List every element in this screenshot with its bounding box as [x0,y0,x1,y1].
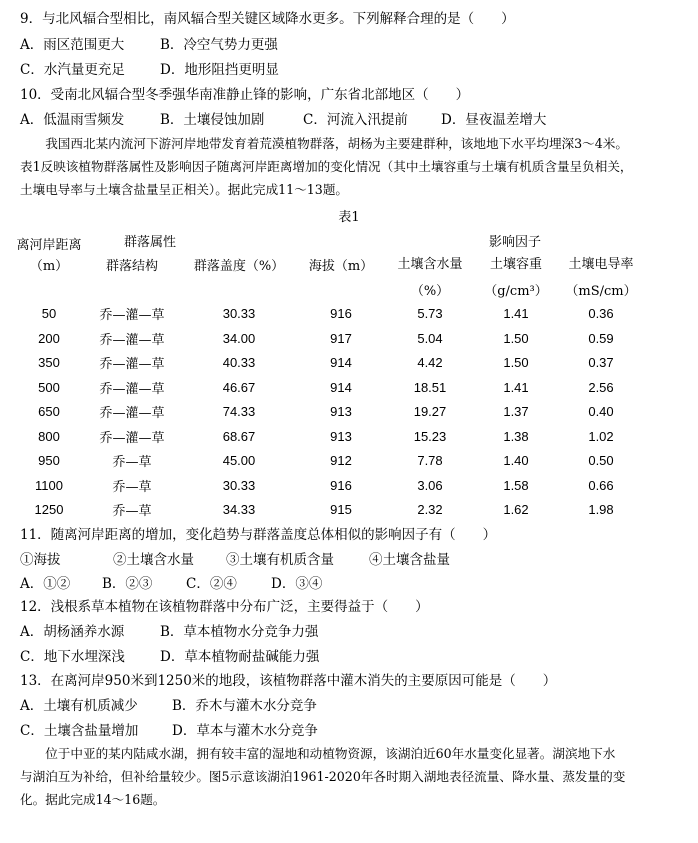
q9-stem: 9．与北风辐合型相比，南风辐合型关键区域降水更多。下列解释合理的是（ ） [20,11,515,27]
q11-option-c: C．②④ [186,576,237,592]
cell-structure: 乔—灌—草 [99,430,165,446]
cell-structure: 乔—灌—草 [99,381,165,397]
cell-conductivity: 0.66 [588,477,614,493]
cell-altitude: 917 [330,330,352,346]
table-row [14,375,646,400]
table-body [14,302,646,523]
q12-stem: 12．浅根系草本植物在该植物群落中分布广泛，主要得益于（ ） [20,599,429,615]
header-density: 土壤容重 [489,256,542,272]
header-conductivity-unit: （mS/cm） [565,283,637,299]
passage-2-line-3: 化。据此完成14～16题。 [20,792,166,807]
cell-density: 1.50 [503,330,529,346]
cell-altitude: 916 [330,477,352,493]
q9-option-a: A．雨区范围更大 [20,37,125,53]
q12-option-d: D．草本植物耐盐碱能力强 [160,649,320,665]
cell-coverage: 40.33 [222,355,256,371]
table-caption: 表1 [338,210,360,225]
cell-density: 1.62 [503,502,529,518]
q12-option-a: A．胡杨涵养水源 [20,624,125,640]
q10-option-d: D．昼夜温差增大 [441,112,547,128]
cell-coverage: 46.67 [222,379,256,395]
header-moisture-unit: （%） [410,283,450,299]
cell-structure: 乔—灌—草 [99,332,165,348]
cell-distance: 1250 [34,502,64,518]
header-density-unit: （g/cm³） [484,283,548,299]
cell-moisture: 4.42 [417,355,443,371]
cell-moisture: 18.51 [413,379,447,395]
cell-conductivity: 2.56 [588,379,614,395]
q10-option-b: B．土壤侵蚀加剧 [160,112,265,128]
q11-choice-4: ④土壤含盐量 [369,552,450,568]
cell-structure: 乔—草 [112,504,152,520]
q11-choice-3: ③土壤有机质含量 [226,552,334,568]
table-row [14,351,646,376]
table-1 [14,228,646,522]
passage-2-line-1: 位于中亚的某内陆咸水湖，拥有较丰富的湿地和动植物资源，该湖泊近60年水量变化显著。湖滨地下水 [45,746,616,761]
cell-distance: 350 [38,355,60,371]
q10-options [20,111,546,129]
q9-option-b: B．冷空气势力更强 [160,37,278,53]
cell-altitude: 913 [330,428,352,444]
cell-structure: 乔—灌—草 [99,406,165,422]
q11-choice-1: ①海拔 [20,552,61,568]
q11-choice-2: ②土壤含水量 [113,552,194,568]
cell-moisture: 3.06 [417,477,443,493]
q13-option-d: D．草本与灌木水分竞争 [172,723,318,739]
cell-structure: 乔—草 [112,455,152,471]
q9-option-d: D．地形阻挡更明显 [160,62,279,78]
cell-density: 1.38 [503,428,529,444]
q11-option-d: D．③④ [271,576,323,592]
header-group-community: 群落属性 [124,234,177,250]
header-altitude: 海拔（m） [308,259,374,275]
cell-distance: 950 [38,453,60,469]
q9-options-row1 [20,36,278,54]
q12-option-b: B．草本植物水分竞争力强 [160,624,319,640]
cell-coverage: 34.33 [222,502,256,518]
q11-choices [20,551,450,569]
q13-option-c: C．土壤含盐量增加 [20,723,139,739]
cell-distance: 200 [38,330,60,346]
cell-altitude: 913 [330,404,352,420]
cell-distance: 650 [38,404,60,420]
q12-options-row2 [20,648,319,666]
cell-moisture: 19.27 [413,404,447,420]
table-row [14,498,646,523]
cell-coverage: 30.33 [222,306,256,322]
cell-coverage: 34.00 [222,330,256,346]
q13-option-b: B．乔木与灌木水分竞争 [172,698,317,714]
table-row [14,449,646,474]
cell-conductivity: 0.50 [588,453,614,469]
cell-density: 1.40 [503,453,529,469]
q10-option-a: A．低温雨雪频发 [20,112,125,128]
q11-option-b: B．②③ [102,576,153,592]
q13-option-a: A．土壤有机质减少 [20,698,138,714]
cell-structure: 乔—灌—草 [99,308,165,324]
cell-moisture: 5.04 [417,330,443,346]
header-moisture: 土壤含水量 [397,256,463,272]
q12-options-row1 [20,623,318,641]
cell-altitude: 912 [330,453,352,469]
cell-coverage: 68.67 [222,428,256,444]
cell-moisture: 5.73 [417,306,443,322]
header-coverage: 群落盖度（%） [193,259,285,275]
header-distance: 离河岸距离 [16,237,82,253]
cell-structure: 乔—草 [112,479,152,495]
passage-1-line-1: 我国西北某内流河下游河岸地带发育着荒漠植物群落，胡杨为主要建群种，该地地下水平均埋深3～4米。 [45,136,628,151]
cell-conductivity: 0.59 [588,330,614,346]
passage-1-line-3: 土壤电导率与土壤含盐量呈正相关）。据此完成11～13题。 [20,182,349,197]
table-row [14,424,646,449]
header-group-factors: 影响因子 [488,234,541,250]
cell-altitude: 914 [330,355,352,371]
cell-density: 1.50 [503,355,529,371]
cell-density: 1.58 [503,477,529,493]
header-structure: 群落结构 [105,259,158,275]
cell-structure: 乔—灌—草 [99,357,165,373]
header-conductivity: 土壤电导率 [568,256,634,272]
cell-conductivity: 0.37 [588,355,614,371]
passage-1-line-2: 表1反映该植物群落属性及影响因子随离河岸距离增加的变化情况（其中土壤容重与土壤有机质含量呈负相关， [20,159,633,174]
cell-conductivity: 1.02 [588,428,614,444]
cell-distance: 1100 [35,477,63,493]
table-row [14,473,646,498]
q10-option-c: C．河流入汛提前 [303,112,408,128]
q13-options-row1 [20,697,317,715]
passage-1 [20,132,680,201]
header-distance-unit: （m） [29,259,69,275]
cell-density: 1.37 [503,404,529,420]
q11-stem: 11．随离河岸距离的增加，变化趋势与群落盖度总体相似的影响因子有（ ） [20,527,497,543]
q9-options-row2 [20,61,279,79]
cell-altitude: 914 [330,379,352,395]
q11-option-a: A．①② [20,576,71,592]
q10-stem: 10．受南北风辐合型冬季强华南准静止锋的影响，广东省北部地区（ ） [20,87,470,103]
cell-density: 1.41 [503,379,529,395]
q12-option-c: C．地下水埋深浅 [20,649,125,665]
q9-option-c: C．水汽量更充足 [20,62,125,78]
cell-distance: 500 [38,379,60,395]
table-row [14,400,646,425]
cell-moisture: 7.78 [417,453,443,469]
cell-coverage: 74.33 [222,404,256,420]
cell-altitude: 916 [330,306,352,322]
q11-options [20,575,322,593]
passage-2 [20,742,680,811]
passage-2-line-2: 与湖泊互为补给，但补给量较少。图5示意该湖泊1961-2020年各时期入湖地表径流量、降水量、蒸发量的变 [20,769,626,784]
cell-coverage: 30.33 [222,477,256,493]
cell-moisture: 15.23 [413,428,447,444]
q13-stem: 13．在离河岸950米到1250米的地段，该植物群落中灌木消失的主要原因可能是（ ） [20,673,557,689]
cell-conductivity: 1.98 [588,502,614,518]
cell-moisture: 2.32 [417,502,443,518]
q13-options-row2 [20,722,318,740]
cell-conductivity: 0.36 [588,306,614,322]
cell-coverage: 45.00 [222,453,256,469]
cell-distance: 50 [41,306,57,322]
cell-density: 1.41 [503,306,529,322]
cell-distance: 800 [38,428,60,444]
cell-conductivity: 0.40 [588,404,614,420]
table-row [14,302,646,327]
cell-altitude: 915 [330,502,352,518]
table-row [14,326,646,351]
